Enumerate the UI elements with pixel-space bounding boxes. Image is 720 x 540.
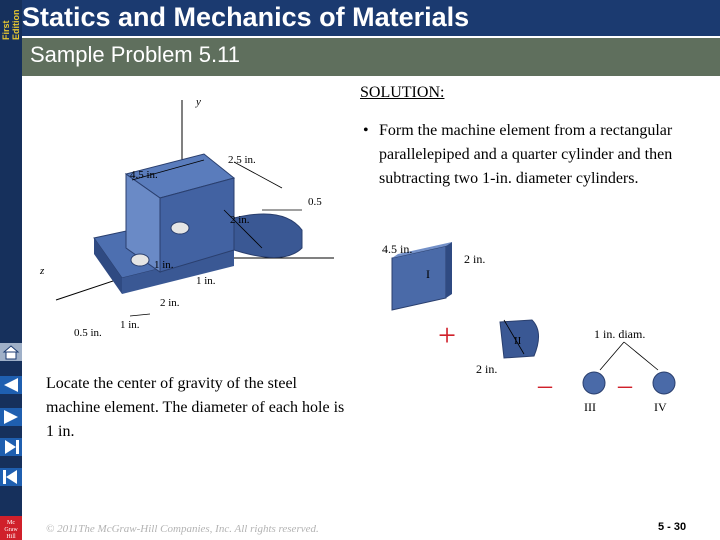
left-sidebar	[0, 0, 22, 540]
part-III-cylinder	[583, 372, 605, 394]
svg-text:Hill: Hill	[6, 534, 16, 540]
dim-2-radius-label: 2 in.	[230, 214, 250, 226]
dim-0-5-right-label: 0.5	[308, 196, 322, 208]
page-number: 5 - 30	[658, 521, 687, 533]
bullet-text: Form the machine element from a rectangular parallelepiped and a quarter cylinder and then subtracting two 1-in. diameter cylinders.	[379, 122, 673, 187]
previous-slide-icon[interactable]	[0, 408, 22, 426]
dim-1-bottom-label: 1 in.	[120, 319, 140, 331]
part-III-label: III	[584, 400, 596, 414]
dim-2-bottom-label: 2 in.	[160, 297, 180, 309]
svg-text:Mc: Mc	[7, 520, 15, 526]
last-slide-icon[interactable]	[0, 468, 22, 486]
home-icon[interactable]	[0, 343, 22, 361]
bullet-dot: •	[363, 122, 369, 139]
plus-sign: +	[438, 317, 457, 353]
dim-4-5-label: 4.5 in.	[130, 169, 158, 181]
dim-1-b-label: 1 in.	[196, 275, 216, 287]
slide-subtitle: Sample Problem 5.11	[30, 42, 240, 67]
dim-0-5-bottom-label: 0.5 in.	[74, 327, 102, 339]
diameter-label: 1 in. diam.	[594, 327, 646, 341]
first-slide-icon[interactable]	[0, 376, 22, 394]
parts-decomposition-figure	[372, 228, 702, 418]
box-height-label: 2 in.	[464, 252, 486, 266]
z-axis-label: z	[40, 265, 45, 277]
solution-heading: SOLUTION:	[360, 84, 445, 101]
hole-2	[171, 222, 189, 234]
edition-label	[0, 0, 22, 44]
machine-element-figure	[34, 88, 354, 344]
minus-sign-1: –	[538, 370, 552, 401]
dim-1-a-label: 1 in.	[154, 259, 174, 271]
dim-2-5-label: 2.5 in.	[228, 154, 256, 166]
next-slide-icon[interactable]	[0, 438, 22, 456]
y-axis-label: y	[196, 96, 201, 108]
part-IV-label: IV	[654, 400, 667, 414]
box-width-label: 4.5 in.	[382, 242, 413, 256]
cylinder-radius-label: 2 in.	[476, 362, 498, 376]
hole-1	[131, 254, 149, 266]
problem-statement: Locate the center of gravity of the steel machine element. The diameter of each hole is 1 in.	[46, 375, 345, 440]
part-IV-cylinder	[653, 372, 675, 394]
copyright-footer: © 2011The McGraw-Hill Companies, Inc. All rights reserved.	[46, 523, 319, 535]
edition-line2: Edition	[11, 9, 21, 40]
part-II-label: II	[514, 335, 522, 347]
svg-text:Graw: Graw	[4, 527, 18, 533]
minus-sign-2: –	[618, 370, 632, 401]
edition-line1: First	[1, 20, 11, 40]
slide-title: Statics and Mechanics of Materials	[22, 2, 470, 32]
mcgraw-hill-logo	[0, 516, 22, 540]
part-I-label: I	[426, 267, 430, 281]
